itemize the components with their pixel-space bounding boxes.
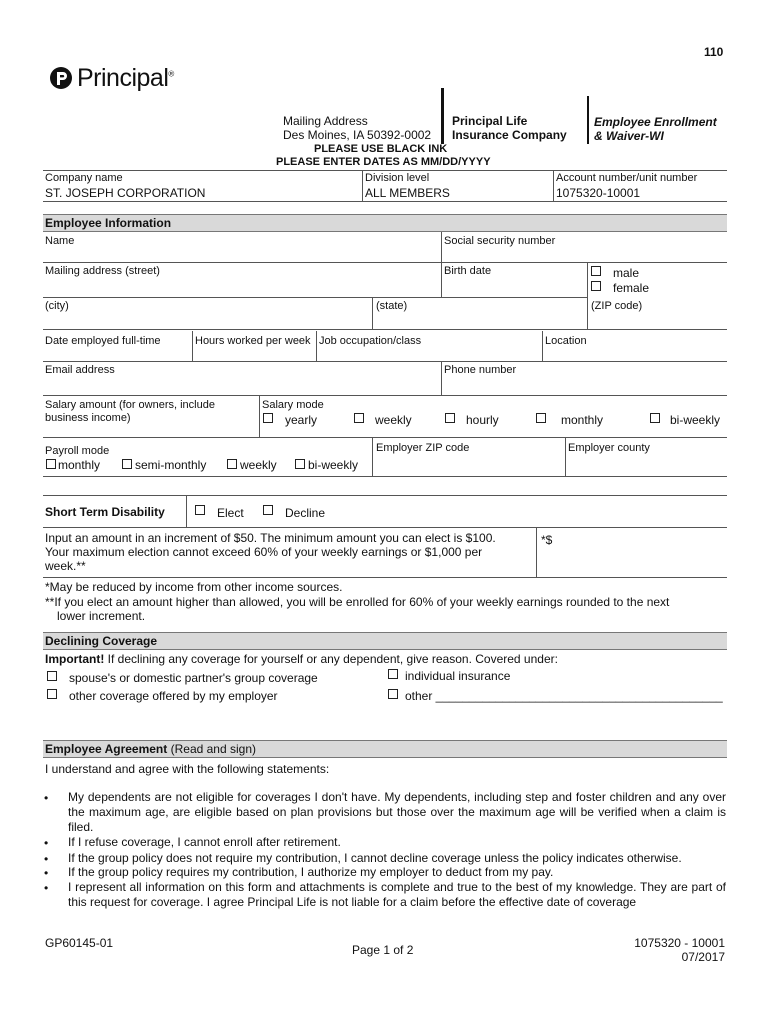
payroll-biweekly-checkbox[interactable] bbox=[295, 459, 305, 469]
row2-rule bbox=[43, 297, 588, 298]
mailing-address-city: Des Moines, IA 50392-0002 bbox=[283, 128, 432, 142]
employer-county-label: Employer county bbox=[568, 442, 650, 454]
decline-individual-checkbox[interactable] bbox=[388, 669, 398, 679]
std-note-2: **If you elect an amount higher than allowed, you will be enrolled for 60% of your weekly earnings rounded to the next bbox=[45, 595, 670, 609]
row3-rule bbox=[43, 329, 727, 330]
declining-title: Declining Coverage bbox=[45, 634, 158, 648]
bullet-dot: • bbox=[44, 791, 49, 805]
decline-employer-label: other coverage offered by my employer bbox=[69, 689, 278, 703]
agreement-bullet-1: My dependents are not eligible for coverages I don't have. My dependents, including step and foster children and any over the maximum age, are eligible based on plan provisions but those over the maximum age will be verified when a claim is filed. bbox=[68, 790, 726, 834]
salary-hourly-checkbox[interactable] bbox=[445, 413, 455, 423]
payroll-weekly-label: weekly bbox=[240, 458, 277, 472]
footer-date: 07/2017 bbox=[681, 950, 725, 964]
female-label: female bbox=[613, 281, 650, 295]
salary-amount-label-2: business income) bbox=[45, 412, 131, 424]
row5-rule bbox=[43, 395, 727, 396]
form-title-1: Employee Enrollment bbox=[594, 115, 717, 129]
row4-divider-2 bbox=[316, 331, 317, 361]
agreement-bullet-5: I represent all information on this form and attachments is complete and true to the best of my knowledge. They are part of this request for coverage. I agree Principal Life is not liable for a claim before the effective date of coverage bbox=[68, 880, 726, 909]
name-label: Name bbox=[45, 235, 75, 247]
decline-other-checkbox[interactable] bbox=[388, 689, 398, 699]
row1-rule bbox=[43, 262, 727, 263]
account-bottom-rule bbox=[43, 201, 727, 202]
std-top-rule bbox=[43, 495, 727, 496]
salary-biweekly-label: bi-weekly bbox=[670, 413, 721, 427]
salary-biweekly-checkbox[interactable] bbox=[650, 413, 660, 423]
std-amount-field[interactable]: *$ bbox=[541, 533, 553, 547]
account-number-label: Account number/unit number bbox=[556, 172, 698, 184]
payroll-semimonthly-label: semi-monthly bbox=[135, 458, 207, 472]
row7-divider-2 bbox=[565, 437, 566, 476]
salary-hourly-label: hourly bbox=[466, 413, 499, 427]
birth-date-label: Birth date bbox=[444, 265, 492, 277]
company-name-2: Insurance Company bbox=[452, 128, 567, 142]
std-bottom-rule bbox=[43, 577, 727, 578]
declining-important: Important! If declining any coverage for yourself or any dependent, give reason. Covered under: bbox=[45, 652, 558, 666]
std-title: Short Term Disability bbox=[45, 505, 165, 519]
salary-monthly-checkbox[interactable] bbox=[536, 413, 546, 423]
payroll-monthly-label: monthly bbox=[58, 458, 101, 472]
account-divider-1 bbox=[362, 170, 363, 202]
mailing-address-label: Mailing Address bbox=[283, 114, 368, 128]
salary-mode-label: Salary mode bbox=[262, 399, 324, 411]
salary-monthly-label: monthly bbox=[561, 413, 604, 427]
std-input-line-2: Your maximum election cannot exceed 60% of your weekly earnings or $1,000 per bbox=[45, 545, 483, 559]
bullet-dot: • bbox=[44, 866, 49, 880]
company-name-1: Principal Life bbox=[452, 114, 528, 128]
std-divider bbox=[186, 495, 187, 527]
agreement-intro: I understand and agree with the following statements: bbox=[45, 762, 330, 776]
row7-rule bbox=[43, 476, 727, 477]
declining-header bbox=[43, 632, 727, 650]
form-number: 110 bbox=[704, 45, 724, 59]
payroll-semimonthly-checkbox[interactable] bbox=[122, 459, 132, 469]
salary-weekly-label: weekly bbox=[375, 413, 412, 427]
row4-rule bbox=[43, 361, 727, 362]
salary-weekly-checkbox[interactable] bbox=[354, 413, 364, 423]
footer-account: 1075320 - 10001 bbox=[634, 936, 725, 950]
company-name-value: ST. JOSEPH CORPORATION bbox=[45, 186, 206, 200]
payroll-mode-label: Payroll mode bbox=[45, 445, 110, 457]
salary-amount-label-1: Salary amount (for owners, include bbox=[45, 399, 215, 411]
hours-label: Hours worked per week bbox=[195, 335, 311, 347]
decline-individual-label: individual insurance bbox=[405, 669, 511, 683]
bullet-dot: • bbox=[44, 836, 49, 850]
payroll-biweekly-label: bi-weekly bbox=[308, 458, 359, 472]
employee-info-header bbox=[43, 214, 727, 232]
ssn-label: Social security number bbox=[444, 235, 556, 247]
decline-spouse-checkbox[interactable] bbox=[47, 671, 57, 681]
footer-page-number: Page 1 of 2 bbox=[352, 943, 414, 957]
email-label: Email address bbox=[45, 364, 115, 376]
date-employed-label: Date employed full-time bbox=[45, 335, 161, 347]
agreement-header bbox=[43, 740, 727, 758]
row2-divider-2 bbox=[587, 262, 588, 298]
decline-other-field[interactable]: other ___________________________________________ bbox=[405, 689, 723, 703]
date-format-notice: PLEASE ENTER DATES AS MM/DD/YYYY bbox=[276, 156, 491, 168]
zip-label: (ZIP code) bbox=[591, 300, 643, 312]
employee-info-title: Employee Information bbox=[45, 216, 172, 230]
division-value: ALL MEMBERS bbox=[365, 186, 450, 200]
state-label: (state) bbox=[376, 300, 408, 312]
std-decline-checkbox[interactable] bbox=[263, 505, 273, 515]
std-input-line-1: Input an amount in an increment of $50. The minimum amount you can elect is $100. bbox=[45, 531, 496, 545]
decline-spouse-label: spouse's or domestic partner's group coverage bbox=[69, 671, 318, 685]
male-checkbox[interactable] bbox=[591, 266, 601, 276]
std-elect-label: Elect bbox=[217, 506, 244, 520]
row4-divider-1 bbox=[192, 331, 193, 361]
payroll-monthly-checkbox[interactable] bbox=[46, 459, 56, 469]
std-elect-checkbox[interactable] bbox=[195, 505, 205, 515]
logo-wordmark: Principal® bbox=[77, 64, 174, 92]
city-label: (city) bbox=[45, 300, 69, 312]
std-note-1: *May be reduced by income from other income sources. bbox=[45, 580, 343, 594]
agreement-bullet-2: If I refuse coverage, I cannot enroll after retirement. bbox=[68, 835, 341, 849]
row3-divider-1 bbox=[372, 297, 373, 329]
decline-employer-checkbox[interactable] bbox=[47, 689, 57, 699]
row5-divider bbox=[441, 361, 442, 395]
location-label: Location bbox=[545, 335, 587, 347]
principal-logo-icon bbox=[49, 66, 73, 90]
std-amount-divider bbox=[536, 527, 537, 577]
agreement-bullet-4: If the group policy requires my contribution, I authorize my employer to deduct from my pay. bbox=[68, 865, 554, 879]
black-ink-notice: PLEASE USE BLACK INK bbox=[314, 143, 448, 155]
street-label: Mailing address (street) bbox=[45, 265, 160, 277]
male-label: male bbox=[613, 266, 640, 280]
bullet-dot: • bbox=[44, 881, 49, 895]
phone-label: Phone number bbox=[444, 364, 517, 376]
account-top-rule bbox=[43, 170, 727, 171]
row2-divider bbox=[441, 262, 442, 298]
bullet-dot: • bbox=[44, 852, 49, 866]
division-label: Division level bbox=[365, 172, 430, 184]
salary-yearly-label: yearly bbox=[285, 413, 318, 427]
female-checkbox[interactable] bbox=[591, 281, 601, 291]
occupation-label: Job occupation/class bbox=[319, 335, 422, 347]
row6-rule bbox=[43, 437, 727, 438]
std-note-3: lower increment. bbox=[57, 609, 146, 623]
payroll-weekly-checkbox[interactable] bbox=[227, 459, 237, 469]
header-divider-2 bbox=[587, 96, 589, 144]
agreement-title: Employee Agreement (Read and sign) bbox=[45, 742, 256, 756]
agreement-bullet-3: If the group policy does not require my contribution, I cannot decline coverage unless the policy indicates otherwise. bbox=[68, 851, 682, 865]
account-divider-2 bbox=[553, 170, 554, 202]
row7-divider-1 bbox=[372, 437, 373, 476]
footer-form-code: GP60145-01 bbox=[45, 936, 114, 950]
employer-zip-label: Employer ZIP code bbox=[376, 442, 470, 454]
row4-divider-3 bbox=[542, 331, 543, 361]
std-decline-label: Decline bbox=[285, 506, 326, 520]
row1-divider bbox=[441, 232, 442, 262]
salary-yearly-checkbox[interactable] bbox=[263, 413, 273, 423]
row6-divider bbox=[259, 395, 260, 437]
account-number-value: 1075320-10001 bbox=[556, 186, 641, 200]
std-input-line-3: week.** bbox=[45, 559, 86, 573]
company-name-label: Company name bbox=[45, 172, 123, 184]
row3-divider-2 bbox=[587, 297, 588, 329]
form-title-2: & Waiver-WI bbox=[594, 129, 664, 143]
std-mid-rule bbox=[43, 527, 727, 528]
header-divider-1 bbox=[441, 88, 444, 144]
